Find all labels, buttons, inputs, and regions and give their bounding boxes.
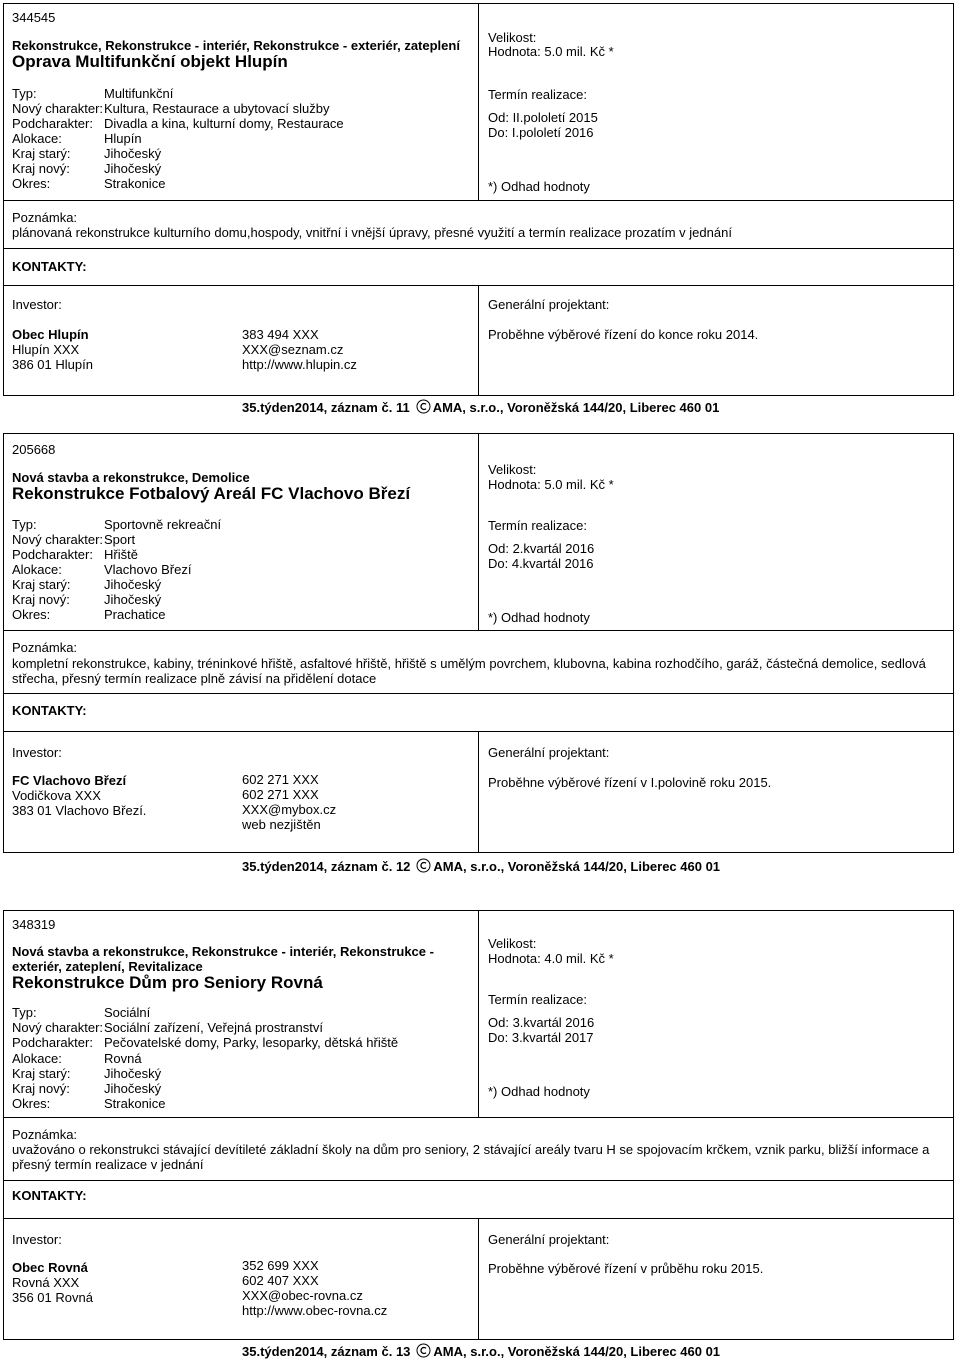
contact-line: http://www.hlupin.cz bbox=[242, 357, 357, 372]
label-podcharakter: Podcharakter: bbox=[12, 1035, 93, 1050]
label-typ: Typ: bbox=[12, 517, 37, 532]
investor-address-line: Vodičkova XXX bbox=[12, 788, 101, 803]
label-kraj-stary: Kraj starý: bbox=[12, 146, 71, 161]
record-title: Oprava Multifunkční objekt Hlupín bbox=[12, 52, 288, 71]
copyright-icon bbox=[416, 399, 431, 414]
label-gen-projektant: Generální projektant: bbox=[488, 1232, 610, 1247]
label-kontakty: KONTAKTY: bbox=[12, 1188, 87, 1203]
value-poznamka: plánovaná rekonstrukce kulturního domu,hospody, vnitřní i vnější úpravy, přesné využití a termín realizace prozatím v jednání bbox=[12, 225, 732, 240]
section-divider bbox=[3, 1180, 954, 1181]
footer-company: AMA, s.r.o., Voroněžská 144/20, Liberec 460 01 bbox=[432, 400, 720, 415]
value-podcharakter: Divadla a kina, kulturní domy, Restaurace bbox=[104, 116, 344, 131]
label-novy-charakter: Nový charakter: bbox=[12, 101, 104, 116]
section-divider bbox=[3, 630, 954, 631]
label-kraj-novy: Kraj nový: bbox=[12, 161, 70, 176]
value-alokace: Rovná bbox=[104, 1051, 142, 1066]
value-kraj-novy: Jihočeský bbox=[104, 161, 162, 176]
contact-line: 602 407 XXX bbox=[242, 1273, 319, 1288]
footer-prefix: 35.týden2014, záznam č. bbox=[242, 400, 393, 415]
footer-company: AMA, s.r.o., Voroněžská 144/20, Liberec 460 01 bbox=[433, 1344, 721, 1359]
value-okres: Strakonice bbox=[104, 1096, 166, 1111]
label-investor: Investor: bbox=[12, 297, 62, 312]
value-okres: Prachatice bbox=[104, 607, 166, 622]
value-typ: Sociální bbox=[104, 1005, 151, 1020]
section-divider bbox=[3, 693, 954, 694]
value-novy-charakter: Sociální zařízení, Veřejná prostranství bbox=[104, 1020, 323, 1035]
value-hodnota: Hodnota: 4.0 mil. Kč * bbox=[488, 951, 614, 966]
contact-line: 383 494 XXX bbox=[242, 327, 319, 342]
label-gen-projektant: Generální projektant: bbox=[488, 745, 610, 760]
investor-name: Obec Hlupín bbox=[12, 327, 89, 342]
label-kraj-stary: Kraj starý: bbox=[12, 1066, 71, 1081]
column-divider bbox=[478, 285, 479, 396]
value-podcharakter: Pečovatelské domy, Parky, lesoparky, dětská hřiště bbox=[104, 1035, 399, 1050]
value-novy-charakter: Kultura, Restaurace a ubytovací služby bbox=[104, 101, 330, 116]
footer-prefix: 35.týden2014, záznam č. bbox=[242, 859, 393, 874]
label-podcharakter: Podcharakter: bbox=[12, 547, 93, 562]
contact-line: XXX@obec-rovna.cz bbox=[242, 1288, 363, 1303]
label-okres: Okres: bbox=[12, 176, 51, 191]
value-typ: Multifunkční bbox=[104, 86, 174, 101]
investor-address-line: 383 01 Vlachovo Březí. bbox=[12, 803, 147, 818]
label-termin: Termín realizace: bbox=[488, 518, 587, 533]
label-poznamka: Poznámka: bbox=[12, 210, 78, 225]
column-divider bbox=[478, 433, 479, 630]
contact-line: XXX@mybox.cz bbox=[242, 802, 337, 817]
value-alokace: Hlupín bbox=[104, 131, 142, 146]
contact-line: 352 699 XXX bbox=[242, 1258, 319, 1273]
label-kontakty: KONTAKTY: bbox=[12, 259, 87, 274]
column-divider bbox=[478, 731, 479, 853]
contact-line: XXX@seznam.cz bbox=[242, 342, 344, 357]
column-divider bbox=[478, 1218, 479, 1340]
record-footer bbox=[242, 1343, 720, 1359]
label-kraj-stary: Kraj starý: bbox=[12, 577, 71, 592]
investor-address-line: Hlupín XXX bbox=[12, 342, 80, 357]
label-okres: Okres: bbox=[12, 607, 51, 622]
copyright-icon bbox=[416, 1343, 431, 1358]
value-alokace: Vlachovo Březí bbox=[104, 562, 192, 577]
footer-record-no: 13 bbox=[395, 1344, 411, 1359]
value-podcharakter: Hřiště bbox=[104, 547, 138, 562]
value-kraj-stary: Jihočeský bbox=[104, 146, 162, 161]
value-hodnota: Hodnota: 5.0 mil. Kč * bbox=[488, 477, 614, 492]
label-kraj-novy: Kraj nový: bbox=[12, 592, 70, 607]
label-velikost: Velikost: bbox=[488, 936, 537, 951]
value-od: Od: 2.kvartál 2016 bbox=[488, 541, 595, 556]
value-hodnota: Hodnota: 5.0 mil. Kč * bbox=[488, 44, 614, 59]
label-alokace: Alokace: bbox=[12, 562, 62, 577]
record-title: Rekonstrukce Dům pro Seniory Rovná bbox=[12, 973, 323, 992]
odhad-note: *) Odhad hodnoty bbox=[488, 179, 590, 194]
record-id: 205668 bbox=[12, 442, 56, 457]
value-od: Od: 3.kvartál 2016 bbox=[488, 1015, 595, 1030]
investor-address-line: Rovná XXX bbox=[12, 1275, 80, 1290]
odhad-note: *) Odhad hodnoty bbox=[488, 1084, 590, 1099]
footer-record-no: 11 bbox=[395, 400, 410, 415]
contact-line: web nezjištěn bbox=[242, 817, 321, 832]
label-novy-charakter: Nový charakter: bbox=[12, 532, 104, 547]
column-divider bbox=[478, 3, 479, 200]
copyright-icon bbox=[416, 858, 431, 873]
label-investor: Investor: bbox=[12, 1232, 62, 1247]
record-id: 348319 bbox=[12, 917, 56, 932]
label-alokace: Alokace: bbox=[12, 131, 62, 146]
label-termin: Termín realizace: bbox=[488, 992, 587, 1007]
record-id: 344545 bbox=[12, 10, 56, 25]
value-typ: Sportovně rekreační bbox=[104, 517, 222, 532]
value-od: Od: II.pololetí 2015 bbox=[488, 110, 598, 125]
label-velikost: Velikost: bbox=[488, 462, 537, 477]
odhad-note: *) Odhad hodnoty bbox=[488, 610, 590, 625]
label-alokace: Alokace: bbox=[12, 1051, 62, 1066]
footer-record-no: 12 bbox=[395, 859, 411, 874]
label-typ: Typ: bbox=[12, 86, 37, 101]
section-divider bbox=[3, 248, 954, 249]
label-termin: Termín realizace: bbox=[488, 87, 587, 102]
value-projektant: Proběhne výběrové řízení v průběhu roku 2015. bbox=[488, 1261, 764, 1276]
value-kraj-stary: Jihočeský bbox=[104, 1066, 162, 1081]
column-divider bbox=[478, 910, 479, 1117]
label-kontakty: KONTAKTY: bbox=[12, 703, 87, 718]
record-category: Nová stavba a rekonstrukce, Rekonstrukce - interiér, Rekonstrukce - exteriér, zateplení, Revitalizace bbox=[12, 944, 434, 974]
label-typ: Typ: bbox=[12, 1005, 37, 1020]
section-divider bbox=[3, 1117, 954, 1118]
label-poznamka: Poznámka: bbox=[12, 1127, 78, 1142]
investor-address-line: 356 01 Rovná bbox=[12, 1290, 93, 1305]
value-projektant: Proběhne výběrové řízení do konce roku 2014. bbox=[488, 327, 759, 342]
footer-company: AMA, s.r.o., Voroněžská 144/20, Liberec 460 01 bbox=[433, 859, 721, 874]
value-novy-charakter: Sport bbox=[104, 532, 136, 547]
investor-name: Obec Rovná bbox=[12, 1260, 88, 1275]
record-footer bbox=[242, 858, 720, 874]
investor-name: FC Vlachovo Březí bbox=[12, 773, 127, 788]
footer-prefix: 35.týden2014, záznam č. bbox=[242, 1344, 393, 1359]
label-velikost: Velikost: bbox=[488, 30, 537, 45]
record-category: Nová stavba a rekonstrukce, Demolice bbox=[12, 470, 250, 485]
label-investor: Investor: bbox=[12, 745, 62, 760]
value-poznamka: uvažováno o rekonstrukci stávající devítileté základní školy na dům pro seniory, 2 stávající areály tvaru H se spojovacím krčkem, vznik parku, bližší informace a přesný termín realizace v jednání bbox=[12, 1142, 930, 1172]
contact-line: http://www.obec-rovna.cz bbox=[242, 1303, 388, 1318]
value-okres: Strakonice bbox=[104, 176, 166, 191]
value-kraj-novy: Jihočeský bbox=[104, 592, 162, 607]
record-category: Rekonstrukce, Rekonstrukce - interiér, Rekonstrukce - exteriér, zateplení bbox=[12, 38, 460, 53]
value-do: Do: I.pololetí 2016 bbox=[488, 125, 594, 140]
contact-line: 602 271 XXX bbox=[242, 772, 319, 787]
value-do: Do: 4.kvartál 2016 bbox=[488, 556, 594, 571]
record-title: Rekonstrukce Fotbalový Areál FC Vlachovo Březí bbox=[12, 484, 411, 503]
value-kraj-novy: Jihočeský bbox=[104, 1081, 162, 1096]
section-divider bbox=[3, 200, 954, 201]
label-gen-projektant: Generální projektant: bbox=[488, 297, 610, 312]
value-do: Do: 3.kvartál 2017 bbox=[488, 1030, 594, 1045]
label-okres: Okres: bbox=[12, 1096, 51, 1111]
record-footer bbox=[242, 399, 719, 415]
label-poznamka: Poznámka: bbox=[12, 640, 78, 655]
value-kraj-stary: Jihočeský bbox=[104, 577, 162, 592]
label-podcharakter: Podcharakter: bbox=[12, 116, 93, 131]
investor-address-line: 386 01 Hlupín bbox=[12, 357, 93, 372]
label-kraj-novy: Kraj nový: bbox=[12, 1081, 70, 1096]
value-projektant: Proběhne výběrové řízení v I.polovině roku 2015. bbox=[488, 775, 772, 790]
contact-line: 602 271 XXX bbox=[242, 787, 319, 802]
label-novy-charakter: Nový charakter: bbox=[12, 1020, 104, 1035]
value-poznamka: kompletní rekonstrukce, kabiny, tréninkové hřiště, asfaltové hřiště, hřiště s umělým povrchem, klubovna, kabina rozhodčího, garáž, částečná demolice, sedlová střecha, přesný termín realizace plně závisí na přidělení dotace bbox=[12, 656, 926, 686]
